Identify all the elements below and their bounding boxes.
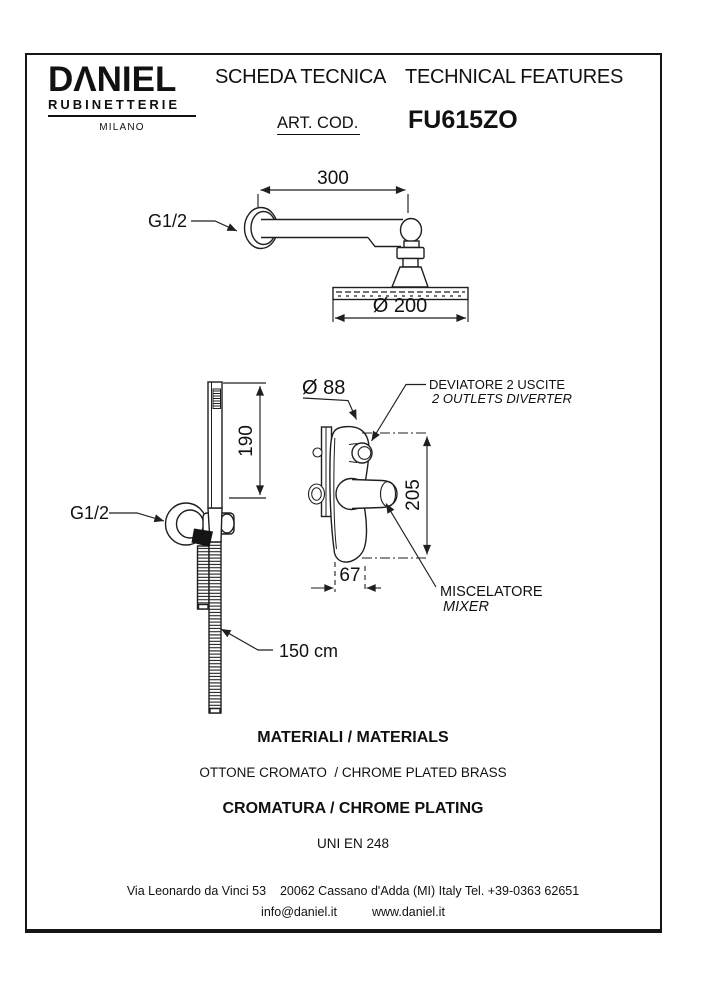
hose-length-leader xyxy=(221,629,273,650)
head-fitting xyxy=(392,241,428,287)
footer-address: Via Leonardo da Vinci 53 20062 Cassano d'Adda (MI) Italy Tel. +39-0363 62651 xyxy=(126,884,580,898)
mixer-leader xyxy=(386,504,436,588)
mixer-label-italian: MISCELATORE xyxy=(440,584,543,600)
head-diameter-label: Ø 200 xyxy=(372,295,428,317)
plate-height-dimension: 205 xyxy=(403,479,424,511)
hose-length-label: 150 cm xyxy=(279,641,339,661)
article-code-value: FU615ZO xyxy=(408,106,518,134)
handshower-wand xyxy=(208,382,222,508)
materials-title: MATERIALI / MATERIALS xyxy=(257,729,449,746)
plate-diameter-label: Ø 88 xyxy=(302,377,346,399)
plate-diameter-leader xyxy=(303,398,357,420)
handshower-height-dimension: 190 xyxy=(236,425,257,457)
bracket-thread-label: G1/2 xyxy=(70,503,110,523)
shower-hose xyxy=(198,541,222,713)
arm-length-dimension: 300 xyxy=(317,168,349,189)
diverter-label-italian: DEVIATORE 2 USCITE xyxy=(429,377,566,392)
materials-value: OTTONE CROMATO / CHROME PLATED BRASS xyxy=(199,765,507,780)
standard-reference: UNI EN 248 xyxy=(316,836,390,851)
arm-tube xyxy=(261,219,422,247)
bracket-thread-leader xyxy=(109,513,164,521)
brand-city: MILANO xyxy=(99,122,145,133)
diverter-label-english: 2 OUTLETS DIVERTER xyxy=(432,391,572,406)
arm-length-dimension-lines xyxy=(258,190,408,213)
plating-title: CROMATURA / CHROME PLATING xyxy=(222,800,484,817)
brand-subtitle: RUBINETTERIE xyxy=(48,97,196,117)
mixer-label-english: MIXER xyxy=(443,599,489,615)
spray-face xyxy=(213,389,221,409)
sheet-title-italian: SCHEDA TECNICA xyxy=(215,66,387,88)
footer-website: www.daniel.it xyxy=(371,905,445,919)
sheet-title-english: TECHNICAL FEATURES xyxy=(405,66,623,88)
arm-thread-label: G1/2 xyxy=(148,211,188,231)
plate-width-dimension: 67 xyxy=(339,565,361,586)
bracket-clip xyxy=(192,529,214,548)
brand-name: DΛNIEL xyxy=(48,60,177,99)
footer-email: info@daniel.it xyxy=(261,905,337,919)
mixer-handle xyxy=(336,479,397,510)
mixer-roughin-body xyxy=(309,427,332,517)
article-code-label: ART. COD. xyxy=(277,114,360,135)
arm-thread-leader xyxy=(191,221,237,231)
footer-contacts xyxy=(0,905,706,919)
